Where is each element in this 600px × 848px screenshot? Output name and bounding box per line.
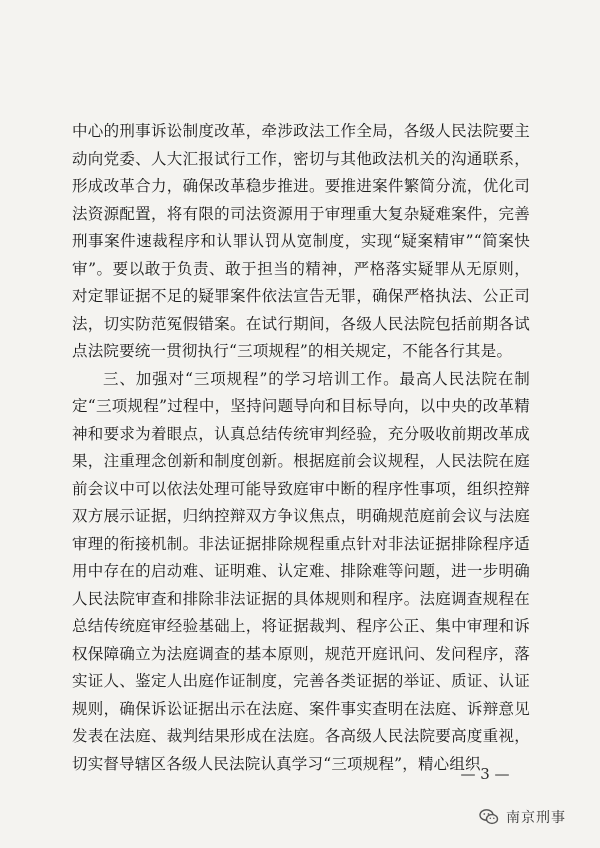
watermark-text: 南京刑事 [506,810,566,826]
wechat-logo-icon [478,806,500,828]
paragraph-2: 三、加强对“三项规程”的学习培训工作。最高人民法院在制定“三项规程”过程中，坚持问题导向和目标导向，以中央的改革精神和要求为着眼点，认真总结传统审判经验，充分吸收前期改革成果，注重理念创新和制度创新。根据庭前会议规程，人民法院在庭前会议中可以依法处理可能导致庭审中断的程序性事项，组织控辩双方展示证据，归纳控辩双方争议焦点，明确规范庭前会议与法庭审理的衔接机制。非法证据排除规程重点针对非法证据排除程序适用中存在的启动难、证明难、认定难、排除难等问题，进一步明确人民法院审查和排除非法证据的具体规则和程序。法庭调查规程在总结传统庭审经验基础上，将证据裁判、程序公正、集中审理和诉权保障确立为法庭调查的基本原则，规范开庭讯问、发问程序，落实证人、鉴定人出庭作证制度，完善各类证据的举证、质证、认证规则，确保诉讼证据出示在法庭、案件事实查明在法庭、诉辩意见发表在法庭、裁判结果形成在法庭。各高级人民法院要高度重视，切实督导辖区各级人民法院认真学习“三项规程”，精心组织 [72,369,530,773]
page-number: — 3 — [460,765,510,783]
body-text [72,118,530,778]
watermark [478,806,566,828]
paragraph-1: 中心的刑事诉讼制度改革，牵涉政法工作全局，各级人民法院要主动向党委、人大汇报试行工作，密切与其他政法机关的沟通联系，形成改革合力，确保改革稳步推进。要推进案件繁简分流，优化司法资源配置，将有限的司法资源用于审理重大复杂疑难案件，完善刑事案件速裁程序和认罪认罚从宽制度，实现“疑案精审”“简案快审”。要以敢于负责、敢于担当的精神，严格落实疑罪从无原则，对定罪证据不足的疑罪案件依法宣告无罪，确保严格执法、公正司法，切实防范冤假错案。在试行期间，各级人民法院包括前期各试点法院要统一贯彻执行“三项规程”的相关规定，不能各行其是。 [72,122,530,360]
